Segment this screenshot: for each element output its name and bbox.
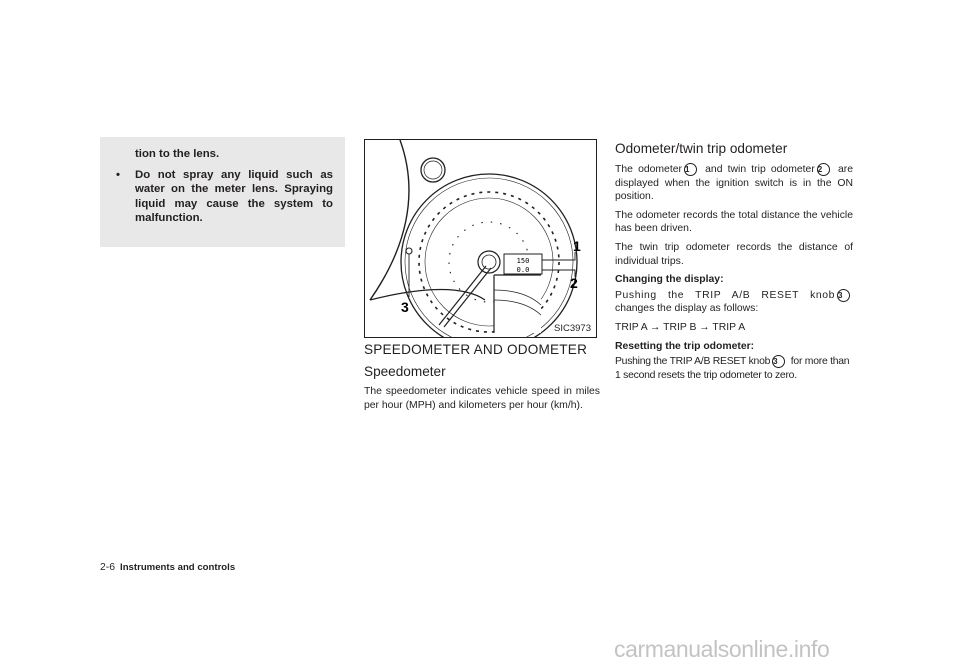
odometer-heading: Odometer/twin trip odometer [615,141,788,156]
speedometer-paragraph: The speedometer indicates vehicle speed in miles per hour (MPH) and kilometers per hour (km/h). [364,386,600,411]
figure-code: SIC3973 [554,323,591,334]
callout-marker-2: 2 [817,163,830,176]
callout-1: 1 [573,238,581,254]
odometer-p1-b: and twin trip odometer [705,164,815,175]
resetting-b: for more than 1 second resets the trip odometer to zero. [615,356,850,381]
callout-marker-3: 3 [837,289,850,302]
changing-a: Pushing the TRIP A/B RESET knob [615,289,835,301]
odometer-paragraph-1 [615,163,853,204]
page-number: 2-6 [100,562,116,573]
callout-3: 3 [401,299,409,315]
odometer-paragraph-2: The odometer records the total distance the vehicle has been driven. [615,209,853,235]
odometer-paragraph-3: The twin trip odometer records the distance of individual trips. [615,241,853,267]
watermark: carmanualsonline.info [614,636,830,662]
warning-text: Do not spray any liquid such as water on the meter lens. Spraying liquid may cause the system to malfunction. [135,168,333,224]
odometer-p1-a: The odometer [615,164,682,175]
resetting-heading: Resetting the trip odometer: [615,340,755,352]
speedometer-figure [364,139,597,338]
speedometer-heading: Speedometer [364,364,446,379]
section-title: SPEEDOMETER AND ODOMETER [364,342,588,357]
speedometer-column [364,340,600,412]
changing-display-paragraph [615,289,853,316]
lcd-bottom-digits: 0.0 [516,266,530,274]
speedometer-illustration [365,140,596,337]
changing-display-heading: Changing the display: [615,274,724,286]
callout-marker-3b: 3 [772,355,785,368]
odometer-column [615,140,853,382]
callout-marker-1: 1 [684,163,697,176]
odometer-p1-c: are displayed when the ignition switch is in the ON position. [615,164,853,203]
warning-list-item [110,168,333,226]
changing-b: changes the display as follows: [615,303,759,315]
footer-section-name: Instruments and controls [120,562,236,573]
lcd-top-digits: 150 [516,257,530,265]
warning-continuation: tion to the lens. [135,148,220,160]
resetting-a: Pushing the TRIP A/B RESET knob [615,356,771,368]
warning-box [100,137,345,247]
trip-sequence: TRIP A → TRIP B → TRIP A [615,321,746,333]
bullet: • [116,168,120,181]
page-footer [100,562,235,573]
resetting-paragraph [615,355,853,382]
callout-2: 2 [570,275,578,291]
